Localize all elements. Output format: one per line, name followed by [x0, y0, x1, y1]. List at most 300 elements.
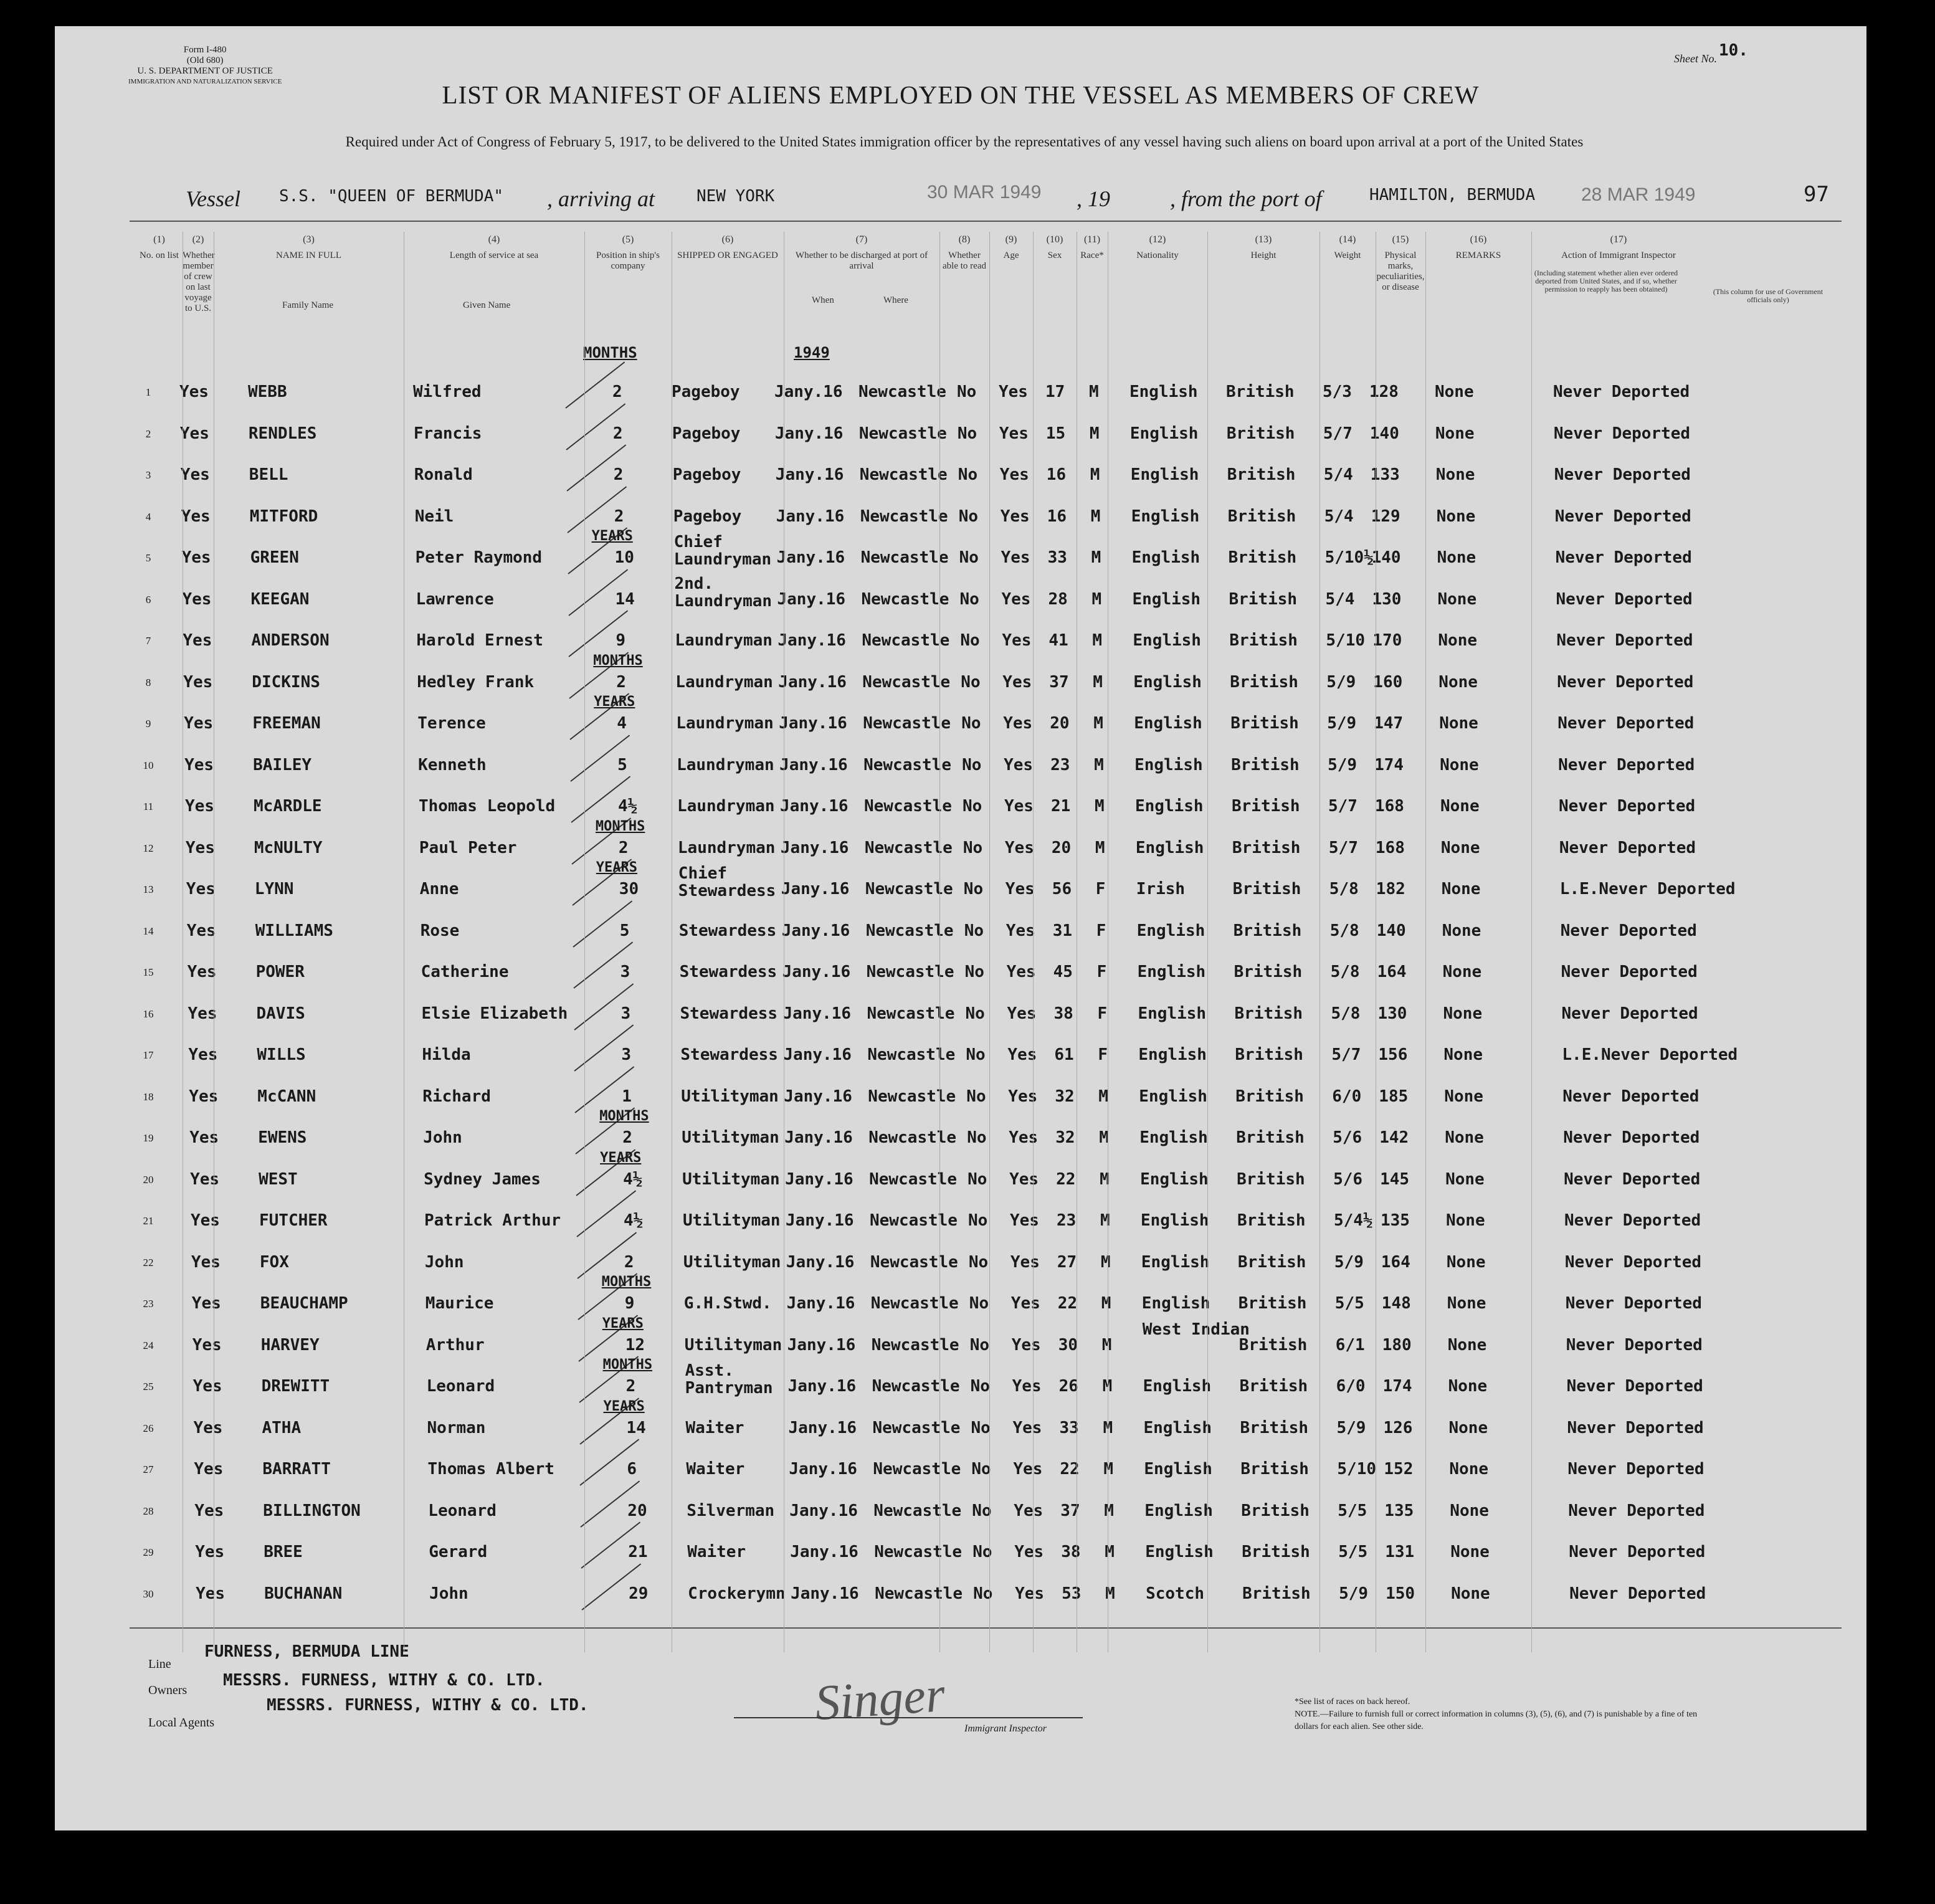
family-name: HARVEY — [260, 1335, 320, 1354]
race: English — [1133, 672, 1202, 692]
physical-marks: None — [1445, 1169, 1485, 1189]
service-length: 20 — [627, 1501, 647, 1520]
shipped-where: Newcastle — [869, 1169, 957, 1189]
nationality: British — [1230, 672, 1298, 692]
given-name: Neil — [414, 507, 454, 526]
sex: M — [1089, 424, 1100, 443]
row-number: 5 — [145, 552, 151, 564]
family-name: BARRATT — [262, 1460, 331, 1478]
weight: 164 — [1381, 1252, 1410, 1272]
row-number: 13 — [143, 883, 154, 895]
nationality: British — [1240, 1418, 1309, 1437]
able-to-read: Yes — [1007, 1045, 1037, 1064]
family-name: FOX — [259, 1252, 289, 1272]
column-header: REMARKS — [1455, 250, 1501, 260]
family-name: ATHA — [262, 1418, 302, 1437]
discharged: No — [972, 1543, 992, 1561]
shipped-when: Jany.16 — [788, 1418, 857, 1437]
remarks: Never Deported — [1558, 755, 1695, 774]
shipped-when: Jany.16 — [784, 1087, 852, 1106]
table-row — [55, 1163, 1866, 1197]
column-number: (8) — [958, 234, 971, 245]
given-name: Elsie Elizabeth — [421, 1004, 568, 1023]
age: 38 — [1053, 1004, 1073, 1023]
discharged: No — [971, 1418, 991, 1437]
position: Laundryman — [675, 631, 773, 650]
crew-last-voyage: Yes — [179, 383, 209, 401]
crew-last-voyage: Yes — [190, 1169, 220, 1189]
discharged: No — [959, 589, 979, 609]
crew-last-voyage: Yes — [179, 424, 209, 443]
service-length: 30 — [619, 880, 639, 898]
table-row — [55, 831, 1866, 866]
sex: M — [1099, 1128, 1109, 1147]
weight: 129 — [1371, 507, 1400, 526]
shipped-when: Jany.16 — [789, 1501, 858, 1520]
years-unit: YEARS — [602, 1315, 644, 1331]
nationality: British — [1237, 1169, 1305, 1189]
height: 5/4 — [1324, 507, 1354, 526]
column-rule — [1531, 232, 1532, 1652]
position: Utilityman — [681, 1087, 779, 1106]
age: 45 — [1053, 963, 1073, 981]
sex: M — [1101, 1294, 1111, 1313]
race: English — [1140, 1169, 1209, 1189]
weight: 168 — [1375, 797, 1404, 816]
able-to-read: Yes — [1004, 838, 1034, 857]
discharged: No — [963, 838, 983, 857]
nationality: British — [1233, 921, 1302, 940]
service-length: 4½ — [623, 1169, 643, 1189]
shipped-where: Newcastle — [863, 714, 951, 733]
vessel-name: S.S. "QUEEN OF BERMUDA" — [279, 187, 504, 206]
given-name: Hedley Frank — [417, 672, 535, 692]
crew-last-voyage: Yes — [181, 507, 211, 526]
physical-marks: None — [1446, 1252, 1486, 1272]
shipped-where: Newcastle — [866, 963, 954, 981]
crew-last-voyage: Yes — [180, 465, 210, 484]
given-name: John — [429, 1584, 468, 1603]
sex: M — [1091, 589, 1102, 609]
shipped-when: Jany.16 — [785, 1169, 853, 1189]
discharged: No — [964, 963, 984, 981]
column-number: (17) — [1610, 234, 1627, 245]
service: IMMIGRATION AND NATURALIZATION SERVICE — [128, 78, 282, 85]
header-rule — [130, 221, 1842, 222]
discharged: No — [970, 1377, 990, 1396]
weight: 131 — [1385, 1543, 1415, 1561]
nationality: British — [1230, 714, 1299, 733]
service-length: 3 — [620, 963, 630, 981]
physical-marks: None — [1443, 1004, 1483, 1023]
physical-marks: None — [1439, 714, 1478, 733]
remarks: Never Deported — [1564, 1169, 1701, 1189]
vessel-label: Vessel — [186, 186, 240, 211]
column-number: (1) — [153, 234, 165, 245]
table-row — [55, 417, 1866, 452]
row-number: 8 — [145, 676, 151, 688]
row-number: 22 — [143, 1256, 154, 1269]
nationality: British — [1229, 589, 1298, 609]
race: English — [1131, 548, 1200, 567]
months-unit: MONTHS — [593, 652, 643, 669]
race: West Indian — [1142, 1320, 1250, 1339]
given-name: Leonard — [426, 1377, 495, 1396]
shipped-where: Newcastle — [868, 1128, 957, 1147]
where-subheader: Where — [883, 295, 908, 305]
row-number: 4 — [145, 510, 151, 523]
shipped-where: Newcastle — [871, 1335, 959, 1354]
service-length: 10 — [614, 548, 634, 567]
height: 5/10 — [1337, 1460, 1377, 1478]
position: Pageboy — [673, 507, 742, 526]
crew-last-voyage: Yes — [191, 1252, 221, 1272]
able-to-read: Yes — [1010, 1294, 1040, 1313]
sex: M — [1093, 672, 1103, 692]
race: English — [1137, 963, 1206, 981]
remarks: Never Deported — [1553, 383, 1690, 401]
height: 5/5 — [1338, 1543, 1368, 1561]
remarks: Never Deported — [1560, 921, 1697, 940]
discharged: No — [964, 921, 984, 940]
physical-marks: None — [1442, 921, 1481, 940]
table-row — [55, 1577, 1866, 1612]
given-name: Harold Ernest — [416, 631, 543, 650]
service-length: 4½ — [624, 1211, 644, 1230]
shipped-where: Newcastle — [870, 1252, 958, 1272]
column-rule — [1425, 232, 1426, 1652]
physical-marks: None — [1446, 1211, 1485, 1230]
position: Chief Laundryman — [673, 533, 772, 569]
family-name: FUTCHER — [259, 1211, 328, 1230]
remarks: Never Deported — [1569, 1584, 1706, 1603]
remarks: Never Deported — [1554, 507, 1691, 526]
service-length: 29 — [629, 1584, 649, 1603]
race: English — [1144, 1460, 1212, 1478]
table-row — [55, 375, 1866, 410]
crew-last-voyage: Yes — [191, 1294, 221, 1313]
position: Crockerymn — [688, 1584, 786, 1603]
age: 20 — [1051, 838, 1072, 857]
able-to-read: Yes — [1002, 672, 1032, 692]
remarks: Never Deported — [1567, 1418, 1704, 1437]
position: Chief Stewardess — [678, 864, 776, 900]
weight: 152 — [1384, 1460, 1414, 1478]
position: G.H.Stwd. — [683, 1294, 772, 1313]
height: 5/9 — [1328, 755, 1357, 774]
height: 5/4 — [1323, 465, 1353, 484]
shipped-when: Jany.16 — [778, 672, 847, 692]
age: 20 — [1050, 714, 1070, 733]
footnote-races: *See list of races on back hereof. — [1295, 1697, 1410, 1706]
line-label: Line — [148, 1657, 171, 1671]
column-rule — [939, 232, 940, 1652]
race: English — [1143, 1377, 1212, 1396]
discharged: No — [959, 548, 979, 567]
race: English — [1141, 1294, 1210, 1313]
sex: M — [1101, 1335, 1112, 1354]
row-number: 23 — [143, 1298, 154, 1310]
family-name-subheader: Family Name — [282, 300, 334, 310]
row-number: 3 — [145, 469, 151, 481]
shipped-when: Jany.16 — [780, 838, 849, 857]
column-number: (12) — [1149, 234, 1166, 245]
row-number: 19 — [143, 1132, 154, 1144]
service-length: 9 — [616, 631, 626, 650]
table-row — [55, 458, 1866, 493]
age: 33 — [1059, 1418, 1079, 1437]
column-number: (2) — [192, 234, 204, 245]
family-name: McCANN — [257, 1087, 316, 1106]
column-rule — [1319, 232, 1320, 1652]
position: Utilityman — [682, 1169, 780, 1189]
remarks: Never Deported — [1563, 1128, 1700, 1147]
discharged: No — [958, 465, 978, 484]
column-header: Whether member of crew on last voyage to U.S. — [183, 250, 215, 313]
given-name: Wilfred — [413, 383, 482, 401]
family-name: BREE — [264, 1543, 303, 1561]
table-row — [55, 500, 1866, 535]
column-number: (7) — [855, 234, 868, 245]
service-length: 5 — [619, 921, 630, 940]
position: Utilityman — [682, 1128, 779, 1147]
shipped-where: Newcastle — [862, 631, 950, 650]
given-name: Rose — [420, 921, 460, 940]
row-number: 6 — [145, 593, 151, 606]
able-to-read: Yes — [1004, 797, 1034, 816]
column-header: Age — [1003, 250, 1019, 260]
inspector-signature: Singer — [813, 1667, 947, 1731]
column-header: Weight — [1334, 250, 1361, 260]
sex: M — [1104, 1501, 1114, 1520]
discharged: No — [966, 1087, 986, 1106]
service-length: 4½ — [618, 797, 638, 816]
column-number: (3) — [303, 234, 315, 245]
shipped-where: Newcastle — [874, 1543, 963, 1561]
months-unit: MONTHS — [602, 1357, 653, 1373]
sex: F — [1098, 1045, 1108, 1064]
shipped-where: Newcastle — [860, 548, 949, 567]
nationality: British — [1237, 1252, 1306, 1272]
remarks: Never Deported — [1562, 1087, 1700, 1106]
nationality: British — [1232, 880, 1301, 898]
able-to-read: Yes — [1015, 1584, 1045, 1603]
crew-last-voyage: Yes — [195, 1543, 225, 1561]
arriving-port: NEW YORK — [697, 187, 775, 206]
family-name: WILLIAMS — [255, 921, 333, 940]
height: 6/0 — [1336, 1377, 1366, 1396]
shipped-where: Newcastle — [870, 1211, 958, 1230]
shipped-when: Jany.16 — [787, 1377, 857, 1396]
sex: M — [1100, 1252, 1111, 1272]
table-row — [55, 624, 1866, 659]
vessel-number: 97 — [1804, 182, 1829, 207]
discharged: No — [965, 1004, 985, 1023]
manifest-sheet — [55, 26, 1866, 1830]
position: Silverman — [687, 1501, 775, 1520]
race: English — [1129, 383, 1198, 401]
remarks: Never Deported — [1568, 1501, 1705, 1520]
crew-last-voyage: Yes — [186, 880, 216, 898]
from-port: HAMILTON, BERMUDA — [1369, 186, 1536, 204]
sex: F — [1095, 880, 1106, 898]
given-name: Thomas Albert — [427, 1460, 554, 1478]
column-rule — [989, 232, 990, 1652]
column-number: (14) — [1339, 234, 1356, 245]
row-number: 9 — [145, 718, 151, 730]
column-rule — [584, 232, 585, 1652]
able-to-read: Yes — [1012, 1377, 1042, 1396]
race: English — [1138, 1004, 1207, 1023]
race: English — [1136, 921, 1205, 940]
given-name: Kenneth — [418, 755, 487, 774]
physical-marks: None — [1437, 548, 1476, 567]
physical-marks: None — [1440, 838, 1480, 857]
line-name: FURNESS, BERMUDA LINE — [204, 1642, 409, 1661]
shipped-where: Newcastle — [862, 672, 951, 692]
column-header: No. on list — [140, 250, 179, 260]
position: Utilityman — [684, 1335, 782, 1354]
weight: 148 — [1381, 1294, 1411, 1313]
race: English — [1141, 1252, 1210, 1272]
shipped-when: Jany.16 — [779, 714, 847, 733]
weight: 145 — [1380, 1169, 1410, 1189]
physical-marks: None — [1443, 1045, 1483, 1064]
race: English — [1135, 797, 1204, 816]
table-row — [55, 748, 1866, 783]
service-length: 2 — [613, 465, 624, 484]
given-name: Maurice — [425, 1294, 494, 1313]
remarks: Never Deported — [1561, 1004, 1698, 1023]
weight: 135 — [1384, 1501, 1414, 1520]
years-unit: YEARS — [596, 860, 638, 875]
table-row — [55, 1204, 1866, 1239]
sex: M — [1092, 631, 1103, 650]
row-number: 18 — [143, 1090, 154, 1103]
row-number: 29 — [143, 1546, 154, 1558]
remarks: Never Deported — [1554, 465, 1691, 484]
service-length: 12 — [625, 1335, 645, 1354]
shipped-where: Newcastle — [861, 589, 949, 609]
height: 5/9 — [1336, 1418, 1366, 1437]
discharged: No — [969, 1294, 989, 1313]
height: 5/3 — [1323, 383, 1352, 401]
nationality: British — [1236, 1128, 1305, 1147]
remarks: Never Deported — [1564, 1211, 1701, 1230]
race: Irish — [1136, 880, 1186, 898]
physical-marks: None — [1440, 797, 1480, 816]
family-name: McARDLE — [254, 797, 322, 816]
given-name: Richard — [422, 1087, 491, 1106]
weight: 140 — [1369, 424, 1399, 443]
column-number: (16) — [1470, 234, 1487, 245]
shipped-when: Jany.16 — [774, 383, 843, 401]
weight: 128 — [1369, 383, 1399, 401]
service-length: 2 — [624, 1252, 634, 1272]
discharged: No — [969, 1335, 989, 1354]
nationality: British — [1234, 1004, 1303, 1023]
weight: 160 — [1373, 672, 1403, 692]
age: 27 — [1057, 1252, 1077, 1272]
able-to-read: Yes — [1013, 1460, 1043, 1478]
age: 23 — [1057, 1211, 1077, 1230]
height: 5/7 — [1323, 424, 1353, 443]
discharged: No — [962, 755, 982, 774]
service-length: 2 — [616, 672, 626, 692]
height: 6/1 — [1335, 1335, 1365, 1354]
age: 21 — [1051, 797, 1071, 816]
physical-marks: None — [1436, 507, 1476, 526]
position: Waiter — [687, 1543, 746, 1561]
sex: M — [1102, 1377, 1113, 1396]
able-to-read: Yes — [1006, 963, 1036, 981]
sex: M — [1095, 797, 1105, 816]
sex: M — [1105, 1543, 1115, 1561]
action-note: (This column for use of Government officials only) — [1713, 287, 1823, 304]
height: 5/8 — [1330, 963, 1360, 981]
from-port-label: , from the port of — [1170, 186, 1322, 211]
height: 5/9 — [1334, 1252, 1364, 1272]
height: 5/9 — [1339, 1584, 1369, 1603]
nationality: British — [1229, 631, 1298, 650]
department: U. S. DEPARTMENT OF JUSTICE — [137, 66, 273, 76]
family-name: GREEN — [250, 548, 299, 567]
age: 17 — [1045, 383, 1065, 401]
service-length: 5 — [617, 755, 627, 774]
shipped-where: Newcastle — [867, 1004, 955, 1023]
arrival-date-stamp: 30 MAR 1949 — [927, 182, 1042, 202]
years-unit: YEARS — [591, 528, 633, 544]
row-number: 10 — [143, 759, 154, 771]
column-header: Length of service at sea — [449, 250, 539, 260]
sex: M — [1090, 465, 1100, 484]
page-title: LIST OR MANIFEST OF ALIENS EMPLOYED ON THE VESSEL AS MEMBERS OF CREW — [442, 80, 1480, 109]
weight: 185 — [1379, 1087, 1409, 1106]
years-unit: YEARS — [603, 1398, 645, 1414]
height: 5/7 — [1331, 1045, 1361, 1064]
age: 32 — [1055, 1128, 1075, 1147]
sex: M — [1090, 507, 1101, 526]
physical-marks: None — [1435, 424, 1475, 443]
service-length: 2 — [614, 507, 624, 526]
shipped-when: Jany.16 — [777, 589, 846, 609]
position: Stewardess — [680, 1045, 778, 1064]
weight: 142 — [1379, 1128, 1409, 1147]
race: Scotch — [1146, 1584, 1205, 1603]
nationality: British — [1226, 383, 1295, 401]
column-number: (5) — [622, 234, 634, 245]
service-length: 14 — [615, 589, 635, 609]
physical-marks: None — [1437, 589, 1477, 609]
weight: 140 — [1376, 921, 1406, 940]
table-row — [55, 789, 1866, 824]
age: 31 — [1052, 921, 1072, 940]
weight: 150 — [1386, 1584, 1415, 1603]
shipped-when: Jany.16 — [774, 424, 844, 443]
crew-last-voyage: Yes — [184, 755, 214, 774]
remarks: Never Deported — [1557, 672, 1694, 692]
column-header: NAME IN FULL — [276, 250, 341, 260]
sex: M — [1103, 1418, 1113, 1437]
given-name: Norman — [427, 1418, 486, 1437]
height: 5/6 — [1333, 1128, 1362, 1147]
column-number: (10) — [1046, 234, 1063, 245]
position: Stewardess — [680, 1004, 778, 1023]
age: 22 — [1056, 1169, 1076, 1189]
crew-last-voyage: Yes — [193, 1377, 222, 1396]
age: 38 — [1061, 1543, 1081, 1561]
table-row — [55, 1245, 1866, 1280]
